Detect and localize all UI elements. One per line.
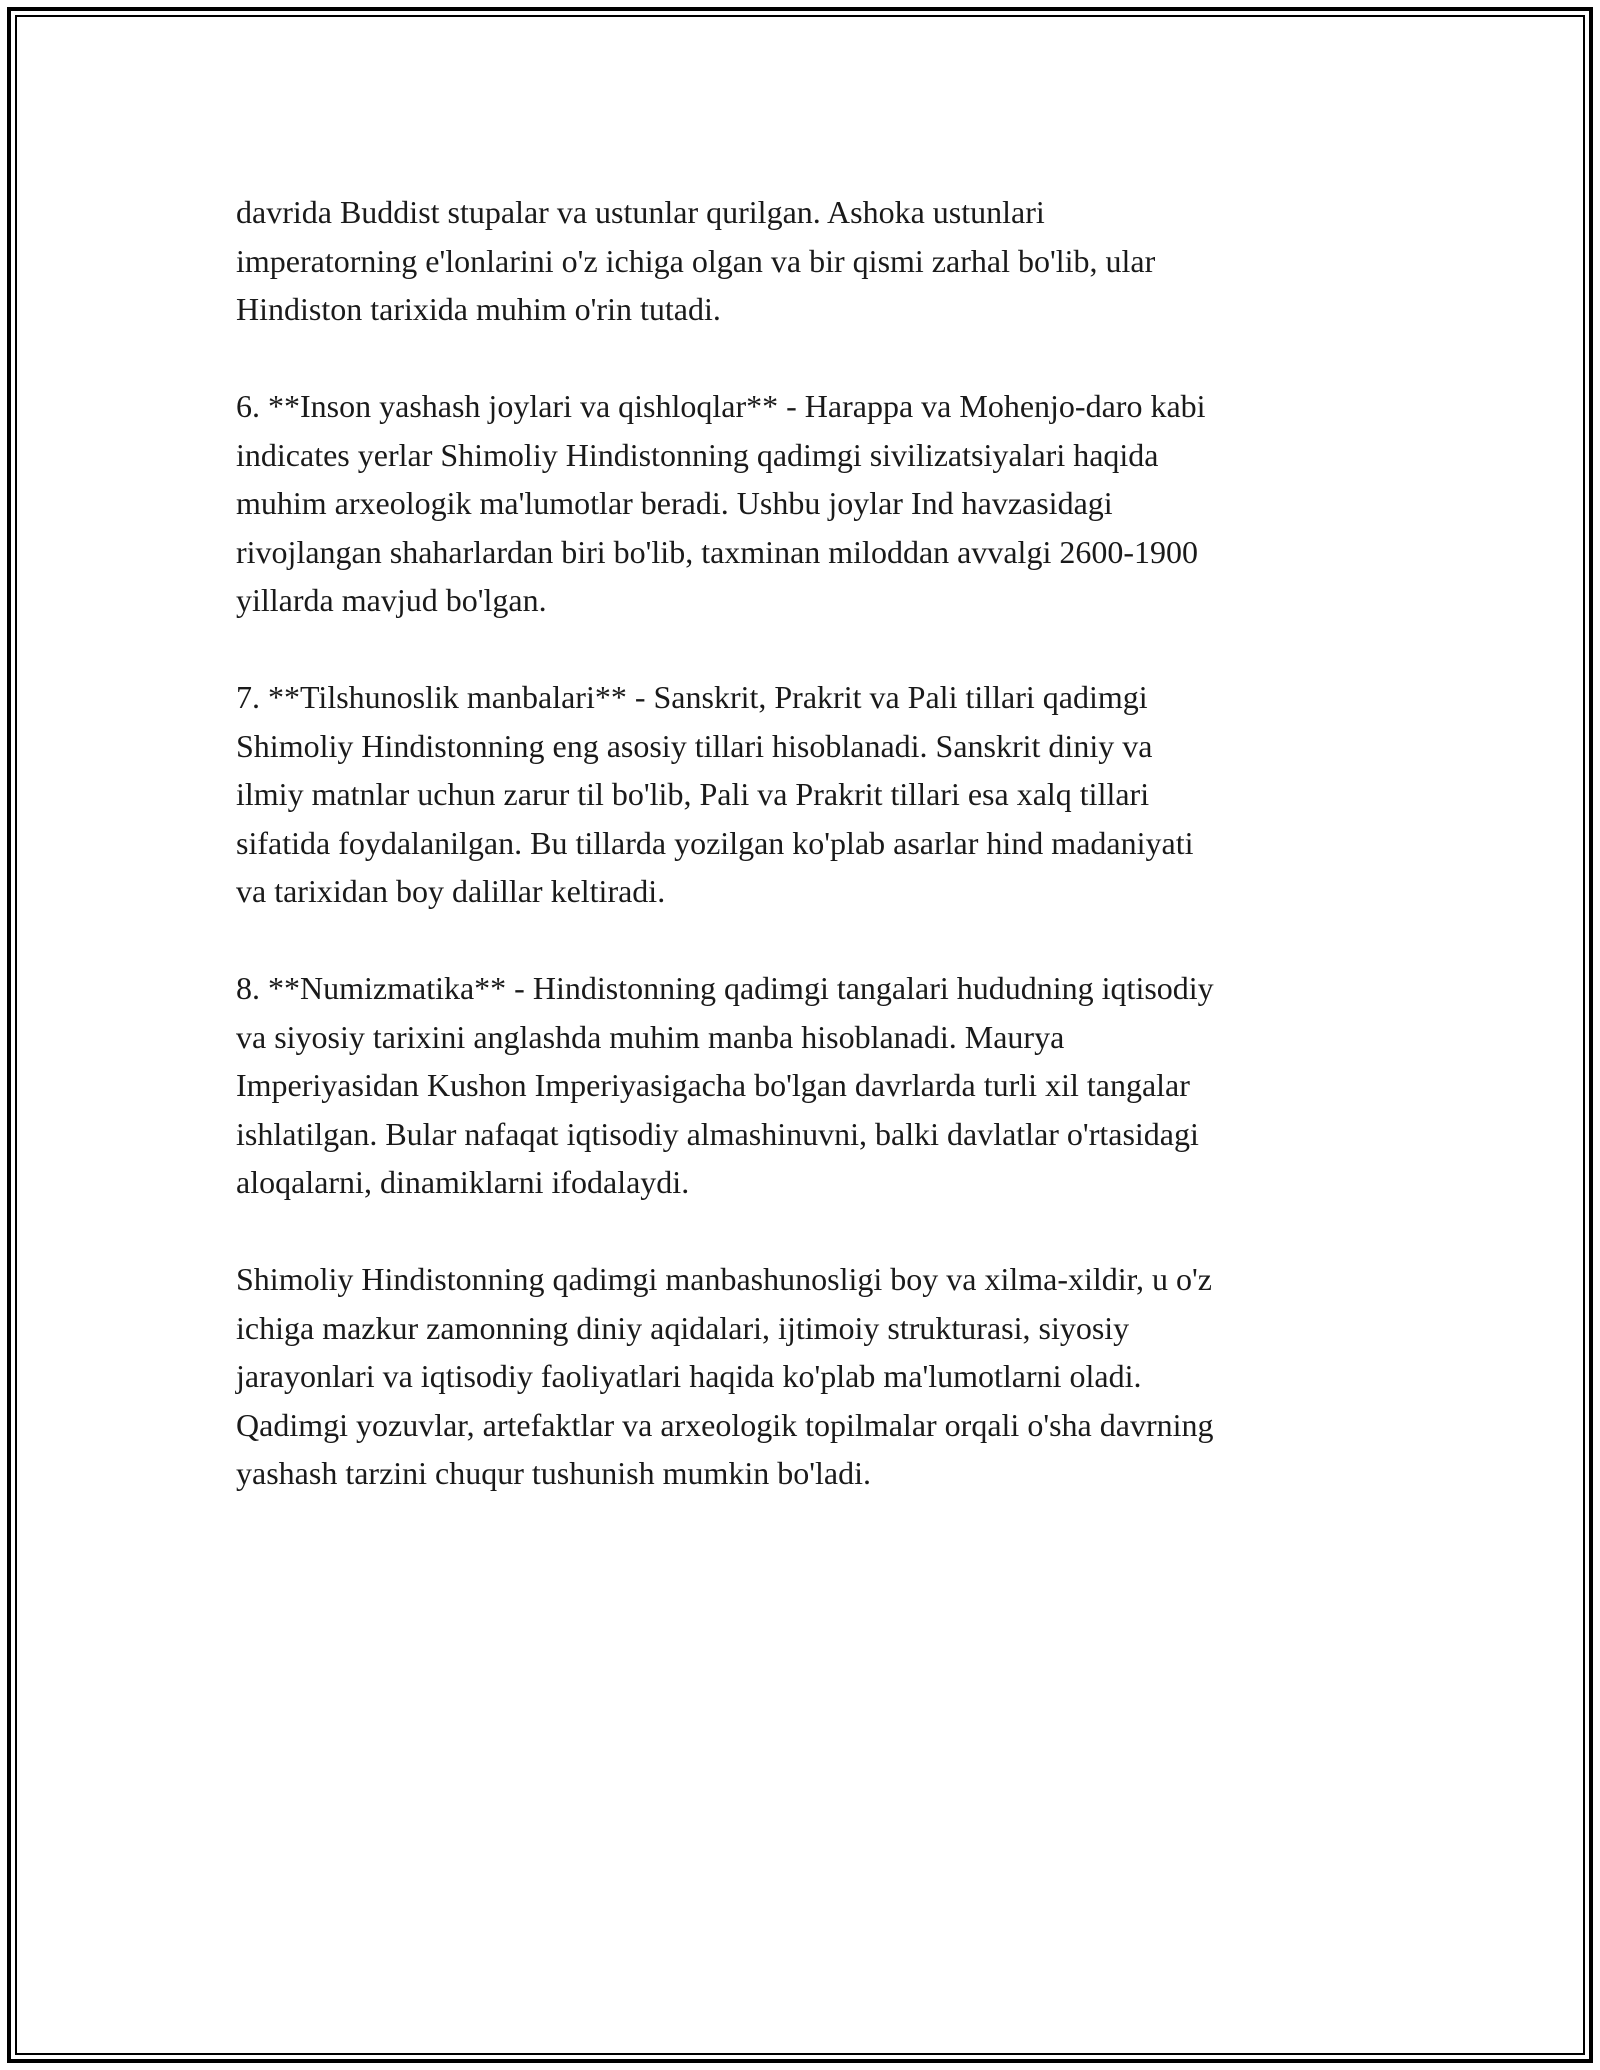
paragraph-settlements: 6. **Inson yashash joylari va qishloqlar** - Harappa va Mohenjo-daro kabi indicates yerlar Shimoliy Hindistonning qadimgi sivilizatsiyalari haqida muhim arxeologik ma'lumotlar beradi. Ushbu joylar Ind havzasidagi rivojlangan shaharlardan biri bo'lib, taxminan miloddan avvalgi 2600-1900 yillarda mavjud bo'lgan. [236, 388, 1206, 618]
document-body [236, 188, 1376, 1546]
paragraph-numismatics: 8. **Numizmatika** - Hindistonning qadimgi tangalari hududning iqtisodiy va siyosiy tarixini anglashda muhim manba hisoblanadi. Maurya Imperiyasidan Kushon Imperiyasigacha bo'lgan davrlarda turli xil tangalar ishlatilgan. Bular nafaqat iqtisodiy almashinuvni, balki davlatlar o'rtasidagi aloqalarni, dinamiklarni ifodalaydi. [236, 970, 1214, 1200]
paragraph-conclusion: Shimoliy Hindistonning qadimgi manbashunosligi boy va xilma-xildir, u o'z ichiga mazkur zamonning diniy aqidalari, ijtimoiy strukturasi, siyosiy jarayonlari va iqtisodiy faoliyatlari haqida ko'plab ma'lumotlarni oladi. Qadimgi yozuvlar, artefaktlar va arxeologik topilmalar orqali o'sha davrning yashash tarzini chuqur tushunish mumkin bo'ladi. [236, 1261, 1214, 1491]
paragraph-ashoka-pillars: davrida Buddist stupalar va ustunlar qurilgan. Ashoka ustunlari imperatorning e'lonlarini o'z ichiga olgan va bir qismi zarhal bo'lib, ular Hindiston tarixida muhim o'rin tutadi. [236, 194, 1156, 327]
paragraph-linguistic-sources: 7. **Tilshunoslik manbalari** - Sanskrit, Prakrit va Pali tillari qadimgi Shimoliy Hindistonning eng asosiy tillari hisoblanadi. Sanskrit diniy va ilmiy matnlar uchun zarur til bo'lib, Pali va Prakrit tillari esa xalq tillari sifatida foydalanilgan. Bu tillarda yozilgan ko'plab asarlar hind madaniyati va tarixidan boy dalillar keltiradi. [236, 679, 1194, 909]
